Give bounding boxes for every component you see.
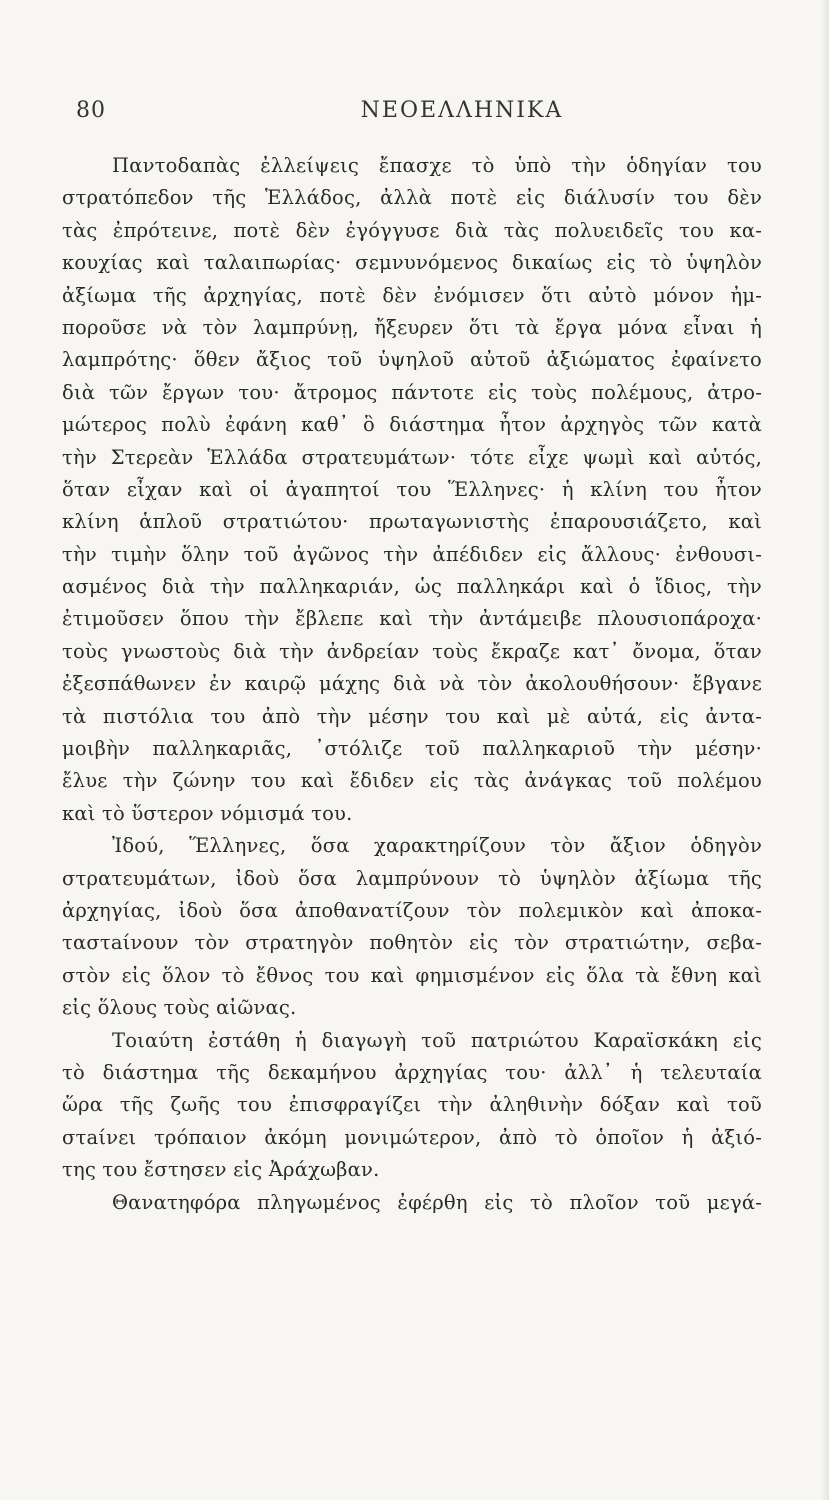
text-line: ἐξεσπάθωνεν ἐν καιρῷ μάχης διὰ νὰ τὸν ἀκολουθήσουν· ἔβγανε: [62, 672, 762, 696]
text-line: ασμένος διὰ τὴν παλληκαριάν, ὡς παλληκάρι καὶ ὁ ἴδιος, τὴν: [62, 575, 762, 599]
text-line: τὰ πιστόλια του ἀπὸ τὴν μέσην του καὶ μὲ αὐτά, εἰς ἀντα-: [62, 704, 762, 728]
text-line: Τοιαύτη ἐστάθη ἡ διαγωγὴ τοῦ πατριώτου Καραϊσκάκη εἰς: [112, 1028, 762, 1052]
text-line: τὴν Στερεὰν Ἑλλάδα στρατευμάτων· τότε εἶχε ψωμὶ καὶ αὐτός,: [62, 445, 762, 469]
text-line: μοιβὴν παλληκαριᾶς, ᾽στόλιζε τοῦ παλληκαριοῦ τὴν μέσην·: [62, 737, 762, 761]
text-line: ποροῦσε νὰ τὸν λαμπρύνῃ, ἤξευρεν ὅτι τὰ ἔργα μόνα εἶναι ἡ: [62, 315, 762, 339]
text-line: στὸν εἰς ὅλον τὸ ἔθνος του καὶ φημισμένον εἰς ὅλα τὰ ἔθνη καὶ: [62, 963, 762, 987]
text-line: Ἰδού, Ἕλληνες, ὅσα χαρακτηρίζουν τὸν ἄξιον ὁδηγὸν: [112, 834, 762, 858]
text-line: τοὺς γνωστοὺς διὰ τὴν ἀνδρείαν τοὺς ἔκραζε κατ᾽ ὄνομα, ὅταν: [62, 639, 762, 663]
page-header: [62, 98, 762, 134]
text-line: διὰ τῶν ἔργων του· ἄτρομος πάντοτε εἰς τοὺς πολέμους, ἀτρο-: [62, 380, 762, 404]
text-line: στρατόπεδον τῆς Ἑλλάδος, ἀλλὰ ποτὲ εἰς διάλυσίν του δὲν: [62, 186, 762, 210]
text-line: ὅταν εἶχαν καὶ οἱ ἀγαπητοί του Ἕλληνες· ἡ κλίνη του ἦτον: [62, 477, 762, 501]
text-line: τὸ διάστημα τῆς δεκαμήνου ἀρχηγίας του· ἀλλ᾽ ἡ τελευταία: [62, 1060, 762, 1084]
page-number: 80: [76, 98, 106, 123]
text-line: Θανατηφόρα πληγωμένος ἐφέρθη εἰς τὸ πλοῖον τοῦ μεγά-: [112, 1190, 762, 1214]
text-line: Παντοδαπὰς ἐλλείψεις ἔπασχε τὸ ὑπὸ τὴν ὁδηγίαν του: [112, 154, 762, 177]
text-line: ταστaίνουν τὸν στρατηγὸν ποθητὸν εἰς τὸν στρατιώτην, σεβα-: [62, 931, 762, 955]
running-title: ΝΕΟΕΛΛΗΝΙΚΑ: [360, 98, 564, 123]
text-line: καὶ τὸ ὕστερον νόμισμά του.: [62, 801, 353, 825]
body-text: [62, 150, 762, 1219]
text-line: ὥρα τῆς ζωῆς του ἐπισφραγίζει τὴν ἀληθινὴν δόξαν καὶ τοῦ: [62, 1093, 762, 1117]
text-line: λαμπρότης· ὅθεν ἄξιος τοῦ ὑψηλοῦ αὐτοῦ ἀξιώματος ἐφαίνετο: [62, 348, 762, 372]
text-line: ἐτιμοῦσεν ὅπου τὴν ἔβλεπε καὶ τὴν ἀντάμειβε πλουσιοπάροχα·: [62, 607, 762, 631]
page-edge-shadow: [821, 0, 829, 1500]
text-line: εἰς ὅλους τοὺς αἰῶνας.: [62, 996, 297, 1020]
text-line: τὰς ἐπρότεινε, ποτὲ δὲν ἐγόγγυσε διὰ τὰς πολυειδεῖς του κα-: [62, 218, 762, 242]
text-line: στρατευμάτων, ἰδοὺ ὅσα λαμπρύνουν τὸ ὑψηλὸν ἀξίωμα τῆς: [62, 866, 762, 890]
text-line: ἀρχηγίας, ἰδοὺ ὅσα ἀποθανατίζουν τὸν πολεμικὸν καὶ ἀποκα-: [62, 898, 762, 922]
text-line: ἔλυε τὴν ζώνην του καὶ ἔδιδεν εἰς τὰς ἀνάγκας τοῦ πολέμου: [62, 769, 762, 793]
text-line: τὴν τιμὴν ὅλην τοῦ ἀγῶνος τὴν ἀπέδιδεν εἰς ἄλλους· ἐνθουσι-: [62, 542, 762, 566]
text-line: της του ἔστησεν εἰς Ἀράχωβαν.: [62, 1158, 380, 1182]
text-line: μώτερος πολὺ ἐφάνη καθ᾽ ὃ διάστημα ἦτον ἀρχηγὸς τῶν κατὰ: [62, 413, 762, 437]
text-line: στaίνει τρόπαιον ἀκόμη μονιμώτερον, ἀπὸ τὸ ὁποῖον ἡ ἀξιό-: [62, 1125, 762, 1149]
text-line: κλίνη ἁπλοῦ στρατιώτου· πρωταγωνιστὴς ἐπαρουσιάζετο, καὶ: [62, 510, 762, 534]
text-line: ἀξίωμα τῆς ἀρχηγίας, ποτὲ δὲν ἐνόμισεν ὅτι αὐτὸ μόνον ἠμ-: [62, 283, 762, 307]
text-line: κουχίας καὶ ταλαιπωρίας· σεμνυνόμενος δικαίως εἰς τὸ ὑψηλὸν: [62, 251, 762, 275]
